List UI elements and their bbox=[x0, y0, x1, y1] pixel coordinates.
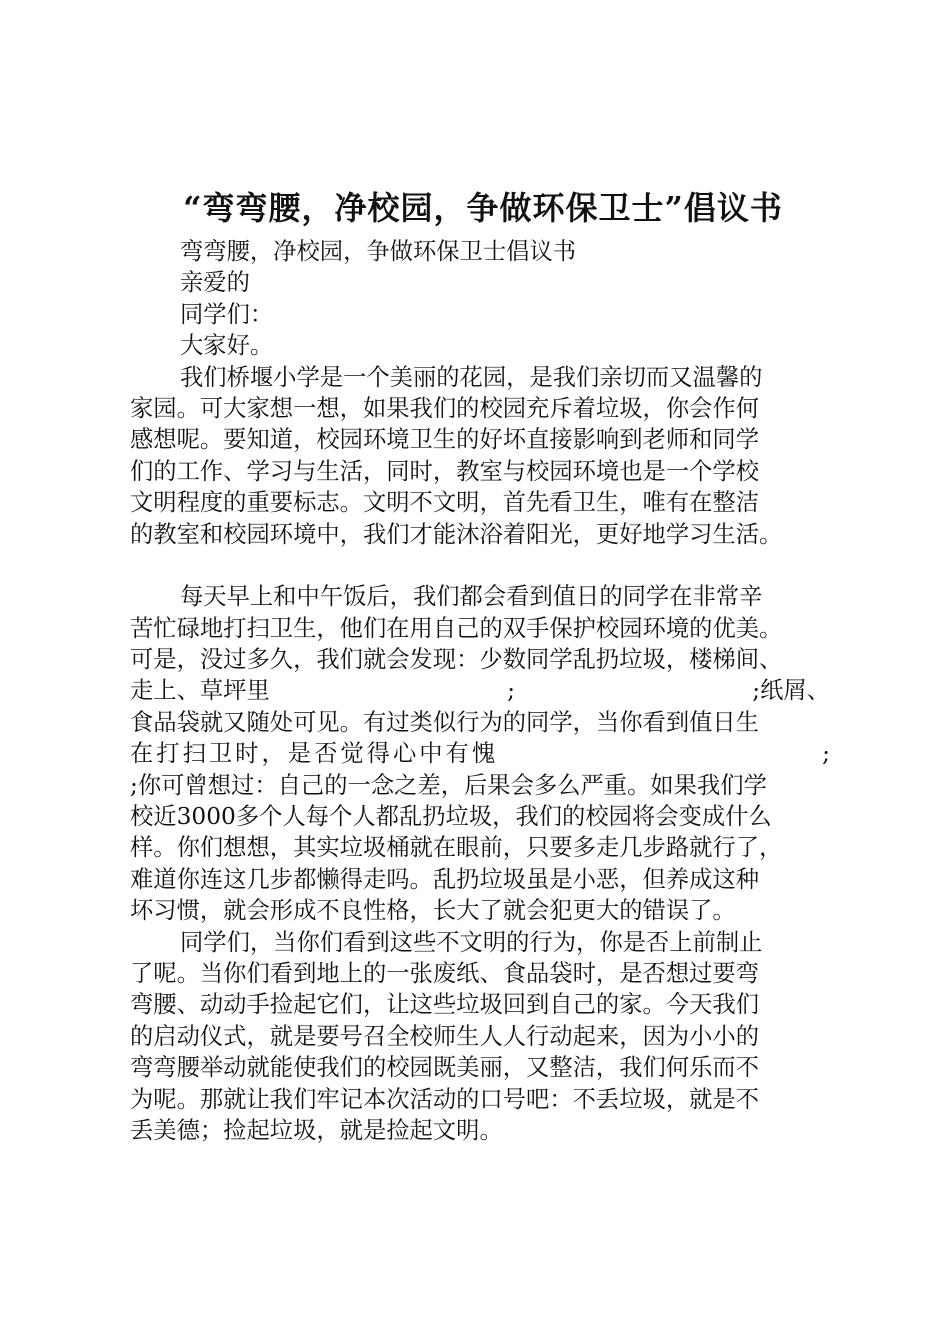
paragraph-line: 了呢。当你们看到地上的一张废纸、食品袋时，是否想过要弯 bbox=[130, 959, 760, 987]
line-segment: 走上、草坪里 bbox=[130, 677, 270, 705]
line-segment: 在打扫卫时，是否觉得心中有愧 bbox=[130, 740, 499, 768]
paragraph-line: 弯弯腰举动就能使我们的校园既美丽，又整洁，我们何乐而不 bbox=[130, 1054, 760, 1082]
paragraph-line: 每天早上和中午饭后，我们都会看到值日的同学在非常辛 bbox=[180, 583, 763, 611]
paragraph-line: 可是，没过多久，我们就会发现：少数同学乱扔垃圾，楼梯间、 bbox=[130, 646, 783, 674]
line-segment: ; bbox=[507, 677, 515, 705]
paragraph-line: ;你可曾想过：自己的一念之差，后果会多么严重。如果我们学 bbox=[130, 771, 767, 799]
paragraph-line: 的启动仪式，就是要号召全校师生人人行动起来，因为小小的 bbox=[130, 1022, 760, 1050]
salutation-line: 同学们： bbox=[180, 300, 274, 328]
paragraph-line: 为呢。那就让我们牢记本次活动的口号吧：不丢垃圾，就是不 bbox=[130, 1085, 760, 1113]
greeting-line: 大家好。 bbox=[180, 332, 274, 360]
salutation-line: 亲爱的 bbox=[180, 269, 250, 297]
paragraph-line: 坏习惯，就会形成不良性格，长大了就会犯更大的错误了。 bbox=[130, 897, 736, 925]
paragraph-line bbox=[130, 738, 830, 769]
paragraph-line: 丢美德；捡起垃圾，就是捡起文明。 bbox=[130, 1116, 503, 1144]
line-segment: ; bbox=[822, 740, 830, 768]
line-segment: ;纸屑、 bbox=[752, 677, 830, 705]
paragraph-line: 苦忙碌地打扫卫生，他们在用自己的双手保护校园环境的优美。 bbox=[130, 614, 783, 642]
document-body bbox=[130, 236, 830, 1146]
paragraph-line bbox=[130, 675, 830, 706]
document-title: “弯弯腰，净校园，争做环保卫士”倡议书 bbox=[183, 189, 783, 227]
paragraph-line: 感想呢。要知道，校园环境卫生的好坏直接影响到老师和同学 bbox=[130, 426, 760, 454]
paragraph-line: 们的工作、学习与生活，同时，教室与校园环境也是一个学校 bbox=[130, 457, 760, 485]
paragraph-line: 我们桥堰小学是一个美丽的花园，是我们亲切而又温馨的 bbox=[180, 363, 763, 391]
paragraph-line: 食品袋就又随处可见。有过类似行为的同学，当你看到值日生 bbox=[130, 708, 760, 736]
paragraph-line: 同学们，当你们看到这些不文明的行为，你是否上前制止 bbox=[180, 928, 763, 956]
paragraph-line: 校近3000多个人每个人都乱扔垃圾，我们的校园将会变成什么 bbox=[130, 803, 772, 831]
paragraph-gap bbox=[130, 550, 830, 581]
subtitle-line: 弯弯腰，净校园，争做环保卫士倡议书 bbox=[180, 238, 577, 265]
paragraph-line: 文明程度的重要标志。文明不文明，首先看卫生，唯有在整洁 bbox=[130, 489, 760, 517]
paragraph-line: 的教室和校园环境中，我们才能沐浴着阳光，更好地学习生活。 bbox=[130, 520, 783, 548]
paragraph-line: 家园。可大家想一想，如果我们的校园充斥着垃圾，你会作何 bbox=[130, 394, 760, 422]
paragraph-line: 样。你们想想，其实垃圾桶就在眼前，只要多走几步路就行了， bbox=[130, 834, 783, 862]
paragraph-line: 难道你连这几步都懒得走吗。乱扔垃圾虽是小恶，但养成这种 bbox=[130, 865, 760, 893]
paragraph-line: 弯腰、动动手捡起它们，让这些垃圾回到自己的家。今天我们 bbox=[130, 991, 760, 1019]
